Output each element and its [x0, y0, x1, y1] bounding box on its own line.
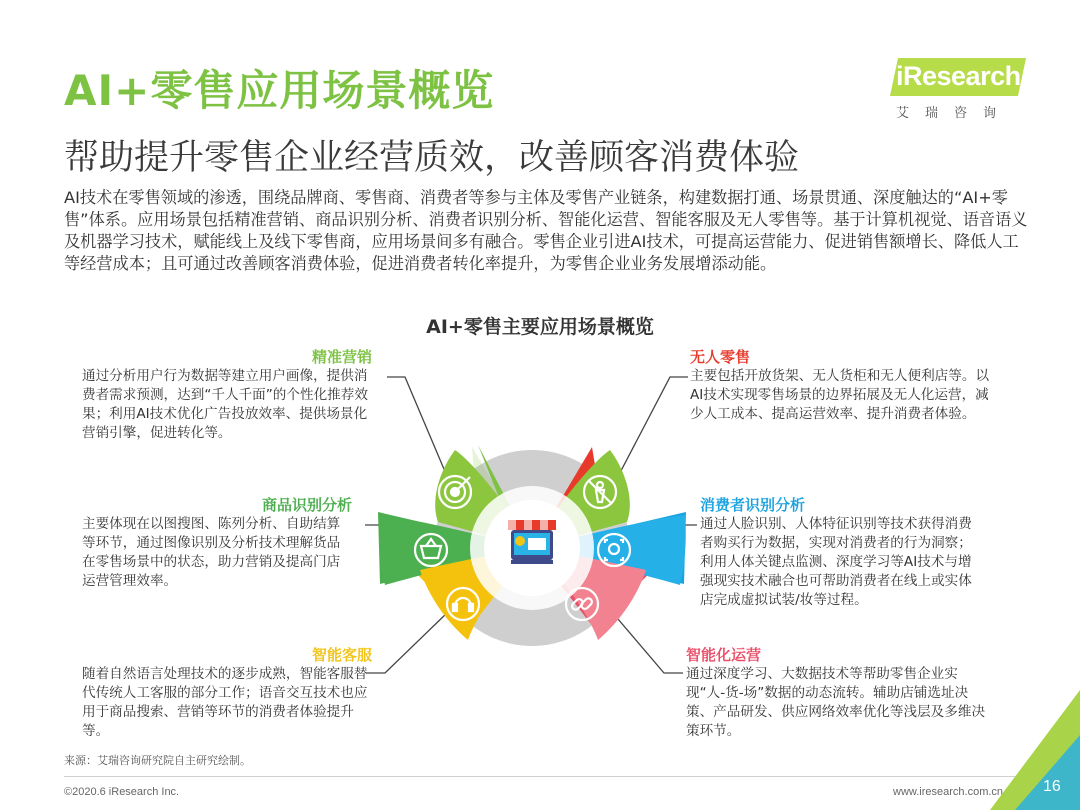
page-number: 16	[1043, 778, 1061, 795]
scene-description: 通过分析用户行为数据等建立用户画像，提供消费者需求预测，达到“千人千面”的个性化推荐效果；利用AI技术优化广告投放效率、提供场景化营销引擎，促进转化等。	[82, 368, 368, 441]
scene-title: 商品识别分析	[261, 496, 352, 514]
scene-description: 主要包括开放货架、无人货柜和无人便利店等。以AI技术实现零售场景的边界拓展及无人化运营，减少人工成本、提高运营效率、提升消费者体验。	[690, 368, 990, 422]
page-subtitle: 帮助提升零售企业经营质效，改善顾客消费体验	[64, 138, 800, 178]
intro-paragraph: AI技术在零售领域的渗透，围绕品牌商、零售商、消费者等参与主体及零售产业链条，构建数据打通、场景贯通、深度触达的“AI+零售”体系。应用场景包括精准营销、商品识别分析、消费者识别分析、智能化运营、智能客服及无人零售等。基于计算机视觉、语音语义及机器学习技术，赋能线上及线下零售商，应用场景间多有融合。零售企业引进AI技术，可提高运营能力、促进销售额增长、降低人工等经营成本；且可通过改善顾客消费体验，促进消费者转化率提升，为零售企业业务发展增添动能。	[64, 188, 1028, 273]
scene-title: 智能化运营	[686, 646, 762, 664]
scene-title: 智能客服	[311, 646, 372, 664]
scene-description: 主要体现在以图搜图、陈列分析、自助结算等环节，通过图像识别及分析技术理解货品在零售场景中的状态，助力营销及提高门店运营管理效率。	[82, 516, 341, 589]
scene-description: 随着自然语言处理技术的逐步成熟，智能客服替代传统人工客服的部分工作；语音交互技术也应用于商品搜索、营销等环节的消费者体验提升等。	[82, 666, 368, 739]
scene-title: 消费者识别分析	[700, 496, 806, 514]
page-title: AI+零售应用场景概览	[64, 66, 495, 115]
source-note: 来源：艾瑞咨询研究院自主研究绘制。	[64, 754, 251, 767]
logo-subtitle: 艾瑞咨询	[896, 106, 1013, 121]
scene-title: 精准营销	[311, 348, 372, 366]
diagram-title: AI+零售主要应用场景概览	[426, 316, 654, 338]
scene-title: 无人零售	[690, 348, 751, 366]
logo-brand: iResearch	[896, 61, 1021, 91]
copyright: ©2020.6 iResearch Inc.	[64, 786, 180, 798]
website-link[interactable]: www.iresearch.com.cn	[893, 786, 1004, 798]
scene-description: 通过深度学习、大数据技术等帮助零售企业实现“人-货-场”数据的动态流转。辅助店铺选址决策、产品研发、供应网络效率优化等浅层及多维决策环节。	[686, 666, 986, 739]
scene-description: 通过人脸识别、人体特征识别等技术获得消费者购买行为数据，实现对消费者的行为洞察；利用人体关键点监测、深度学习等AI技术与增强现实技术融合也可帮助消费者在线上或实体店完成虚拟试装/妆等过程。	[700, 516, 972, 608]
